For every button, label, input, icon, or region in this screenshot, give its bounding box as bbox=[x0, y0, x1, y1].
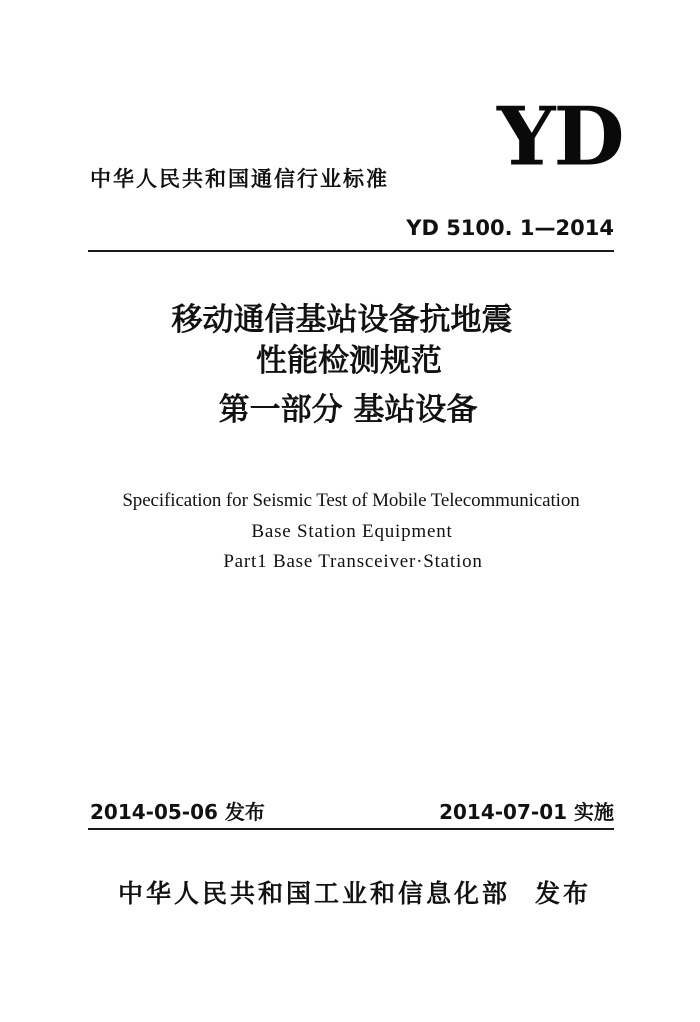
chinese-title-line-2: 性能检测规范 bbox=[256, 343, 442, 379]
top-divider bbox=[88, 250, 614, 252]
english-title-line-3: Part1 Base Transceiver·Station bbox=[223, 551, 483, 572]
publisher-action: 发布 bbox=[535, 879, 592, 908]
standard-category-title: 中华人民共和国通信行业标准 bbox=[90, 167, 389, 191]
english-title-line-2: Base Station Equipment bbox=[251, 521, 453, 542]
chinese-title-line-1: 移动通信基站设备抗地震 bbox=[171, 302, 513, 338]
publisher-name: 中华人民共和国工业和信息化部 bbox=[118, 879, 511, 908]
issue-date: 2014-05-06 发布 bbox=[90, 800, 265, 824]
bottom-divider bbox=[88, 828, 614, 830]
standard-number: YD 5100. 1—2014 bbox=[406, 216, 614, 240]
yd-logo: YD bbox=[497, 89, 623, 185]
english-title-line-1: Specification for Seismic Test of Mobile Telecommunication bbox=[122, 490, 580, 511]
chinese-title-line-3: 第一部分 基站设备 bbox=[218, 392, 478, 428]
effective-date: 2014-07-01 实施 bbox=[439, 800, 614, 824]
